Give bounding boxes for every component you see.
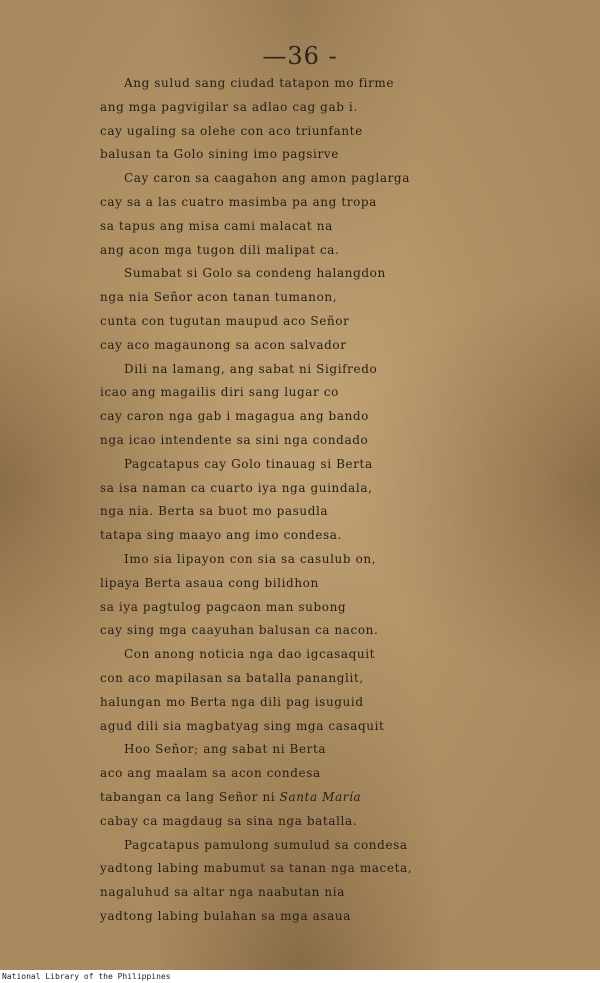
verse-line: Cay caron sa caagahon ang amon paglarga <box>124 171 410 186</box>
verse-line: ang mga pagvigilar sa adlao cag gab i. <box>100 99 358 114</box>
verse-line: tabangan ca lang Señor ni Santa María <box>100 789 362 804</box>
verse-line: nga nia. Berta sa buot mo pasudla <box>100 504 329 519</box>
poem-text <box>0 72 600 929</box>
verse-line: cay caron nga gab i magagua ang bando <box>100 409 370 424</box>
verse-line: cay sing mga caayuhan balusan ca nacon. <box>100 623 379 638</box>
verse-line: Con anong noticia nga dao igcasaquit <box>124 647 376 662</box>
verse-line: Ang sulud sang ciudad tatapon mo firme <box>124 76 395 90</box>
verse-line: yadtong labing bulahan sa mga asaua <box>100 908 351 923</box>
verse-line: Pagcatapus cay Golo tinauag si Berta <box>124 456 373 471</box>
verse-line: cay sa a las cuatro masimba pa ang tropa <box>100 194 377 209</box>
verse-line: ang acon mga tugon dili malipat ca. <box>100 242 340 257</box>
library-credit: National Library of the Philippines <box>0 970 600 983</box>
verse-line: sa isa naman ca cuarto iya nga guindala, <box>100 480 373 495</box>
verse-line: sa iya pagtulog pagcaon man subong <box>100 599 347 614</box>
verse-line: nagaluhud sa altar nga naabutan nia <box>100 885 345 900</box>
verse-line: icao ang magailis diri sang lugar co <box>100 385 339 400</box>
verse-line: cunta con tugutan maupud aco Señor <box>100 313 350 328</box>
verse-line: sa tapus ang misa cami malacat na <box>100 218 333 233</box>
verse-line: con aco mapilasan sa batalla pananglit, <box>100 670 364 685</box>
verse-line: Imo sia lipayon con sia sa casulub on, <box>124 551 377 566</box>
page-number: —36 - <box>262 42 338 70</box>
verse-line: balusan ta Golo sining imo pagsirve <box>100 147 339 162</box>
verse-line: yadtong labing mabumut sa tanan nga maceta, <box>100 861 413 876</box>
verse-line: Dili na lamang, ang sabat ni Sigifredo <box>124 361 378 376</box>
verse-line: lipaya Berta asaua cong bilidhon <box>100 575 319 590</box>
verse-line: Pagcatapus pamulong sumulud sa condesa <box>124 837 408 852</box>
verse-line: tatapa sing maayo ang imo condesa. <box>100 528 342 543</box>
verse-line: aco ang maalam sa acon condesa <box>100 766 321 781</box>
verse-line: agud dili sia magbatyag sing mga casaquit <box>100 718 385 733</box>
verse-line: nga nia Señor acon tanan tumanon, <box>100 290 338 305</box>
verse-line: Hoo Señor; ang sabat ni Berta <box>124 742 327 757</box>
verse-line: Sumabat si Golo sa condeng halangdon <box>124 266 386 281</box>
verse-line: halungan mo Berta nga dili pag isuguid <box>100 694 364 709</box>
verse-line: cay aco magaunong sa acon salvador <box>100 337 347 352</box>
verse-line: nga icao intendente sa sini nga condado <box>100 432 369 447</box>
verse-line: cay ugaling sa olehe con aco triunfante <box>100 123 363 138</box>
verse-line: cabay ca magdaug sa sina nga batalla. <box>100 813 358 828</box>
